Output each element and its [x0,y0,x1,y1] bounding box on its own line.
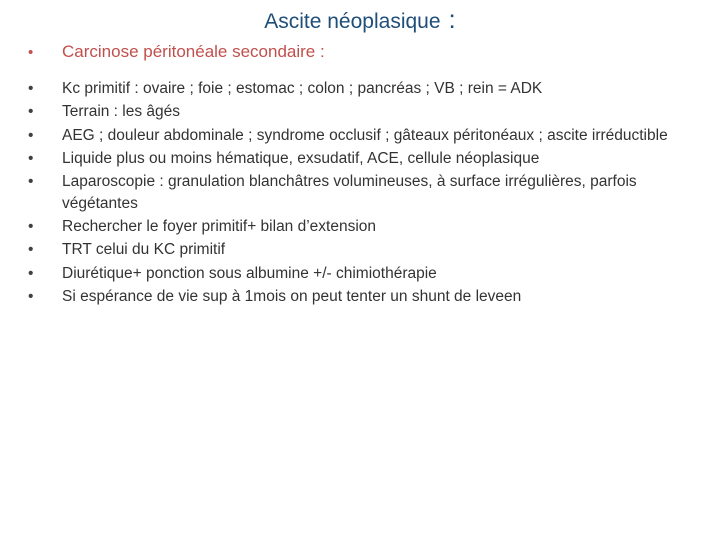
list-item-text: Liquide plus ou moins hématique, exsudatif, ACE, cellule néoplasique [62,149,540,167]
list-item [28,78,668,100]
bullet-icon: • [28,126,34,144]
list-item-text: Diurétique+ ponction sous albumine +/- chimiothérapie [62,264,437,282]
list-item [28,148,668,170]
list-item-text: Si espérance de vie sup à 1mois on peut tenter un shunt de leveen [62,287,522,305]
bullet-icon: • [28,217,34,235]
list-item [28,101,668,123]
slide-title [0,4,720,35]
bullet-icon: • [28,103,34,121]
subtitle-text: Carcinose péritonéale secondaire : [62,42,325,61]
list-item [28,286,668,308]
list-item-text: Laparoscopie : granulation blanchâtres volumineuses, à surface irrégulières, parfois végétantes [62,173,637,212]
list-item-text: Terrain : les âgés [62,103,181,121]
list-item [28,239,668,261]
bullet-icon: • [28,264,34,282]
bullet-icon: • [28,241,34,259]
list-item-text: AEG ; douleur abdominale ; syndrome occlusif ; gâteaux péritonéaux ; ascite irréductible [62,126,668,144]
list-item [28,216,668,238]
list-item-text: Kc primitif : ovaire ; foie ; estomac ; colon ; pancréas ; VB ; rein = ADK [62,80,543,97]
title-colon: : [448,4,456,34]
bullet-icon: • [28,44,34,61]
list-item-text: Rechercher le foyer primitif+ bilan d’extension [62,217,377,235]
subtitle-row [28,42,325,62]
title-text: Ascite néoplasique [264,10,441,33]
bullet-icon: • [28,80,34,97]
bullet-icon: • [28,173,34,191]
bullet-list [28,78,668,309]
list-item [28,125,668,147]
list-item [28,171,668,214]
list-item [28,263,668,285]
bullet-icon: • [28,287,34,305]
bullet-icon: • [28,149,34,167]
list-item-text: TRT celui du KC primitif [62,241,226,259]
